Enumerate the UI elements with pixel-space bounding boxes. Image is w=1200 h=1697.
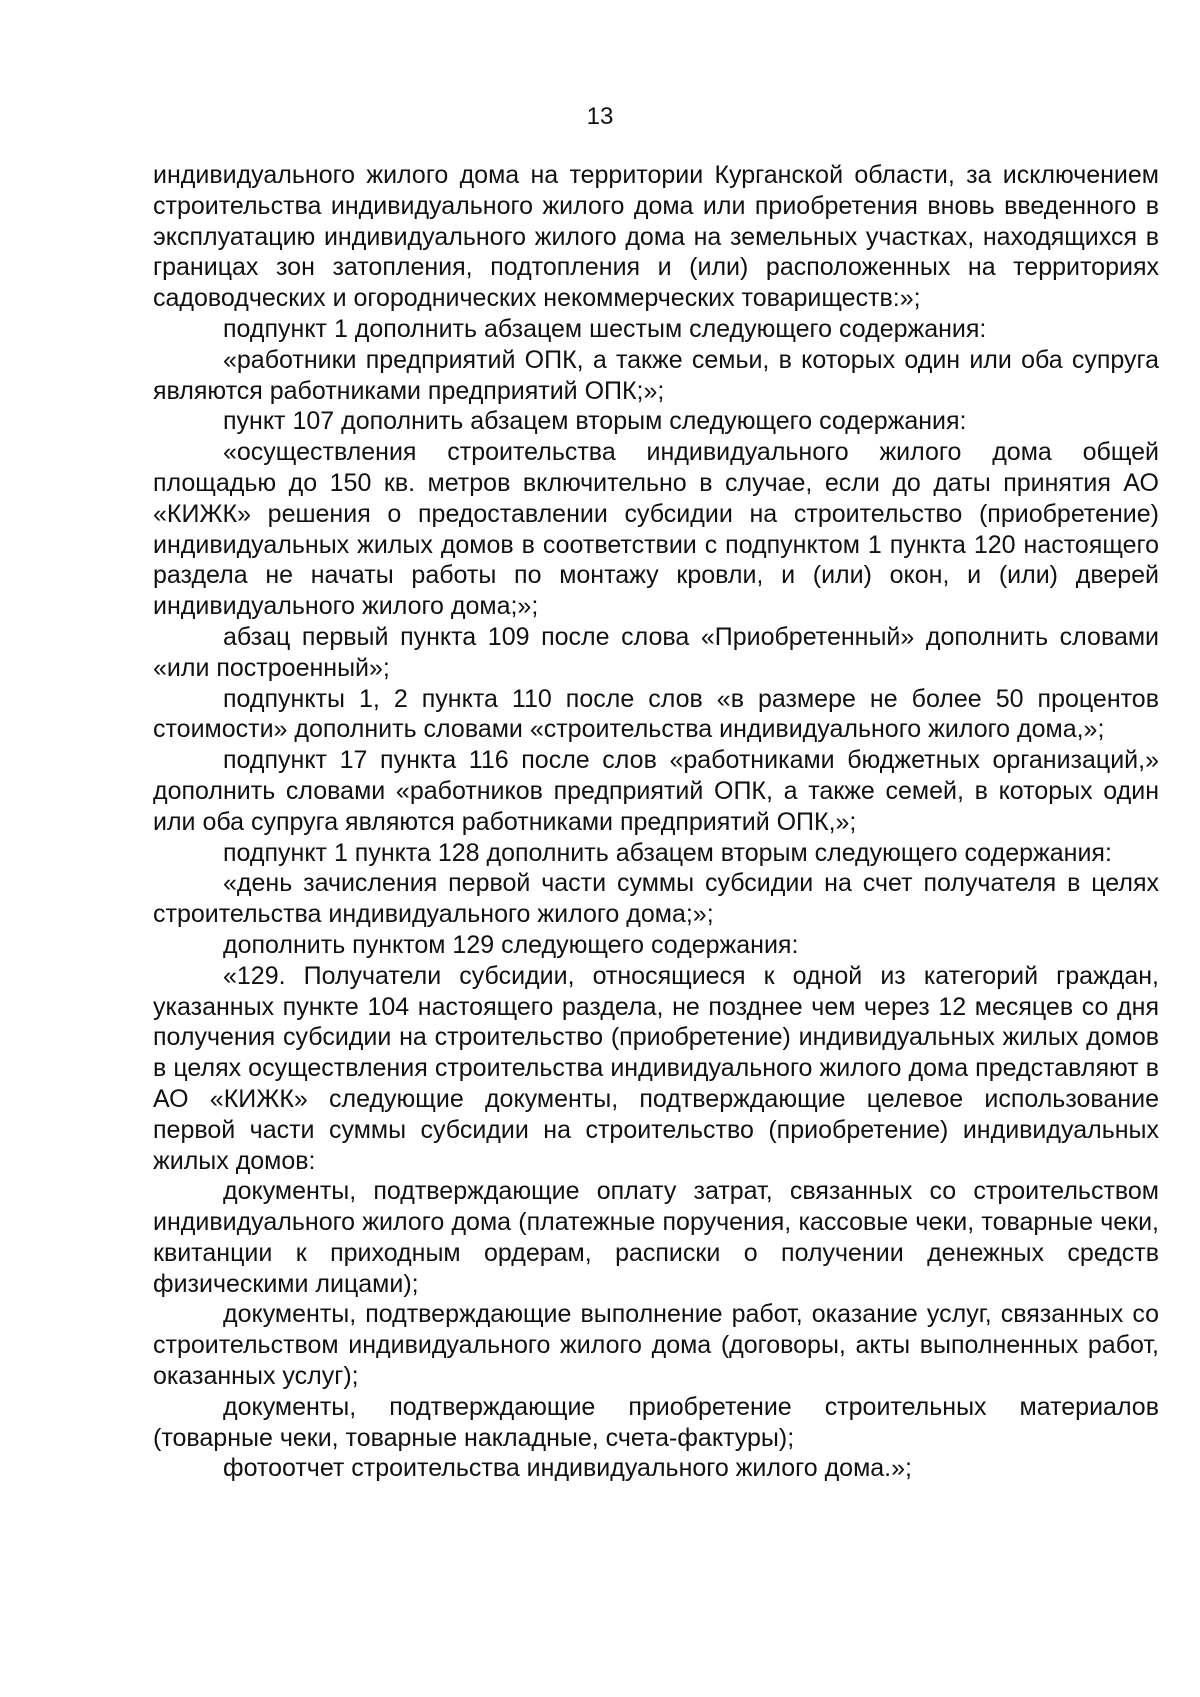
paragraph-continuation: индивидуального жилого дома на территории Курганской области, за исключением строительства индивидуального жилого дома или приобретения вновь введенного в эксплуатацию индивидуального жилого дома на земельных участках, находящихся в границах зон затопления, подтопления и (или) расположенных на территориях садоводческих и огороднических некоммерческих товариществ:»; (153, 161, 1159, 313)
paragraph: дополнить пунктом 129 следующего содержания: (223, 930, 799, 959)
paragraph: абзац первый пункта 109 после слова «Приобретенный» дополнить словами «или построенный»; (153, 622, 1159, 682)
paragraph: «день зачисления первой части суммы субсидии на счет получателя в целях строительства индивидуального жилого дома;»; (153, 869, 1159, 929)
paragraph: документы, подтверждающие оплату затрат, связанных со строительством индивидуального жилого дома (платежные поручения, кассовые чеки, товарные чеки, квитанции к приходным ордерам, расписки о получении денежных средств физическими лицами); (153, 1177, 1159, 1298)
paragraph: подпункт 1 пункта 128 дополнить абзацем вторым следующего содержания: (223, 838, 1112, 867)
paragraph: «129. Получатели субсидии, относящиеся к одной из категорий граждан, указанных пункте 104 настоящего раздела, не позднее чем через 12 месяцев со дня получения субсидии на строительство (приобретение) индивидуальных жилых домов в целях осуществления строительства индивидуального жилого дома представляют в АО «КИЖК» следующие документы, подтверждающие целевое использование первой части суммы субсидии на строительство (приобретение) индивидуальных жилых домов: (153, 961, 1159, 1175)
document-body (153, 160, 1159, 1484)
paragraph: подпункт 1 дополнить абзацем шестым следующего содержания: (223, 314, 987, 343)
paragraph: фотоотчет строительства индивидуального жилого дома.»; (223, 1454, 912, 1483)
paragraph: «осуществления строительства индивидуального жилого дома общей площадью до 150 кв. метров включительно в случае, если до даты принятия АО «КИЖК» решения о предоставлении субсидии на строительство (приобретение) индивидуальных жилых домов в соответствии с подпунктом 1 пункта 120 настоящего раздела не начаты работы по монтажу кровли, и (или) окон, и (или) дверей индивидуального жилого дома;»; (153, 438, 1159, 621)
paragraph: «работники предприятий ОПК, а также семьи, в которых один или оба супруга являются работниками предприятий ОПК;»; (153, 345, 1159, 405)
paragraph: подпункты 1, 2 пункта 110 после слов «в размере не более 50 процентов стоимости» дополнить словами «строительства индивидуального жилого дома,»; (153, 684, 1159, 744)
paragraph: подпункт 17 пункта 116 после слов «работниками бюджетных организаций,» дополнить словами «работников предприятий ОПК, а также семей, в которых один или оба супруга являются работниками предприятий ОПК,»; (153, 746, 1159, 836)
paragraph: документы, подтверждающие приобретение строительных материалов (товарные чеки, товарные накладные, счета-фактуры); (153, 1392, 1159, 1452)
page-number: 13 (586, 103, 614, 130)
paragraph: документы, подтверждающие выполнение работ, оказание услуг, связанных со строительством индивидуального жилого дома (договоры, акты выполненных работ, оказанных услуг); (153, 1300, 1159, 1391)
paragraph: пункт 107 дополнить абзацем вторым следующего содержания: (223, 407, 967, 436)
